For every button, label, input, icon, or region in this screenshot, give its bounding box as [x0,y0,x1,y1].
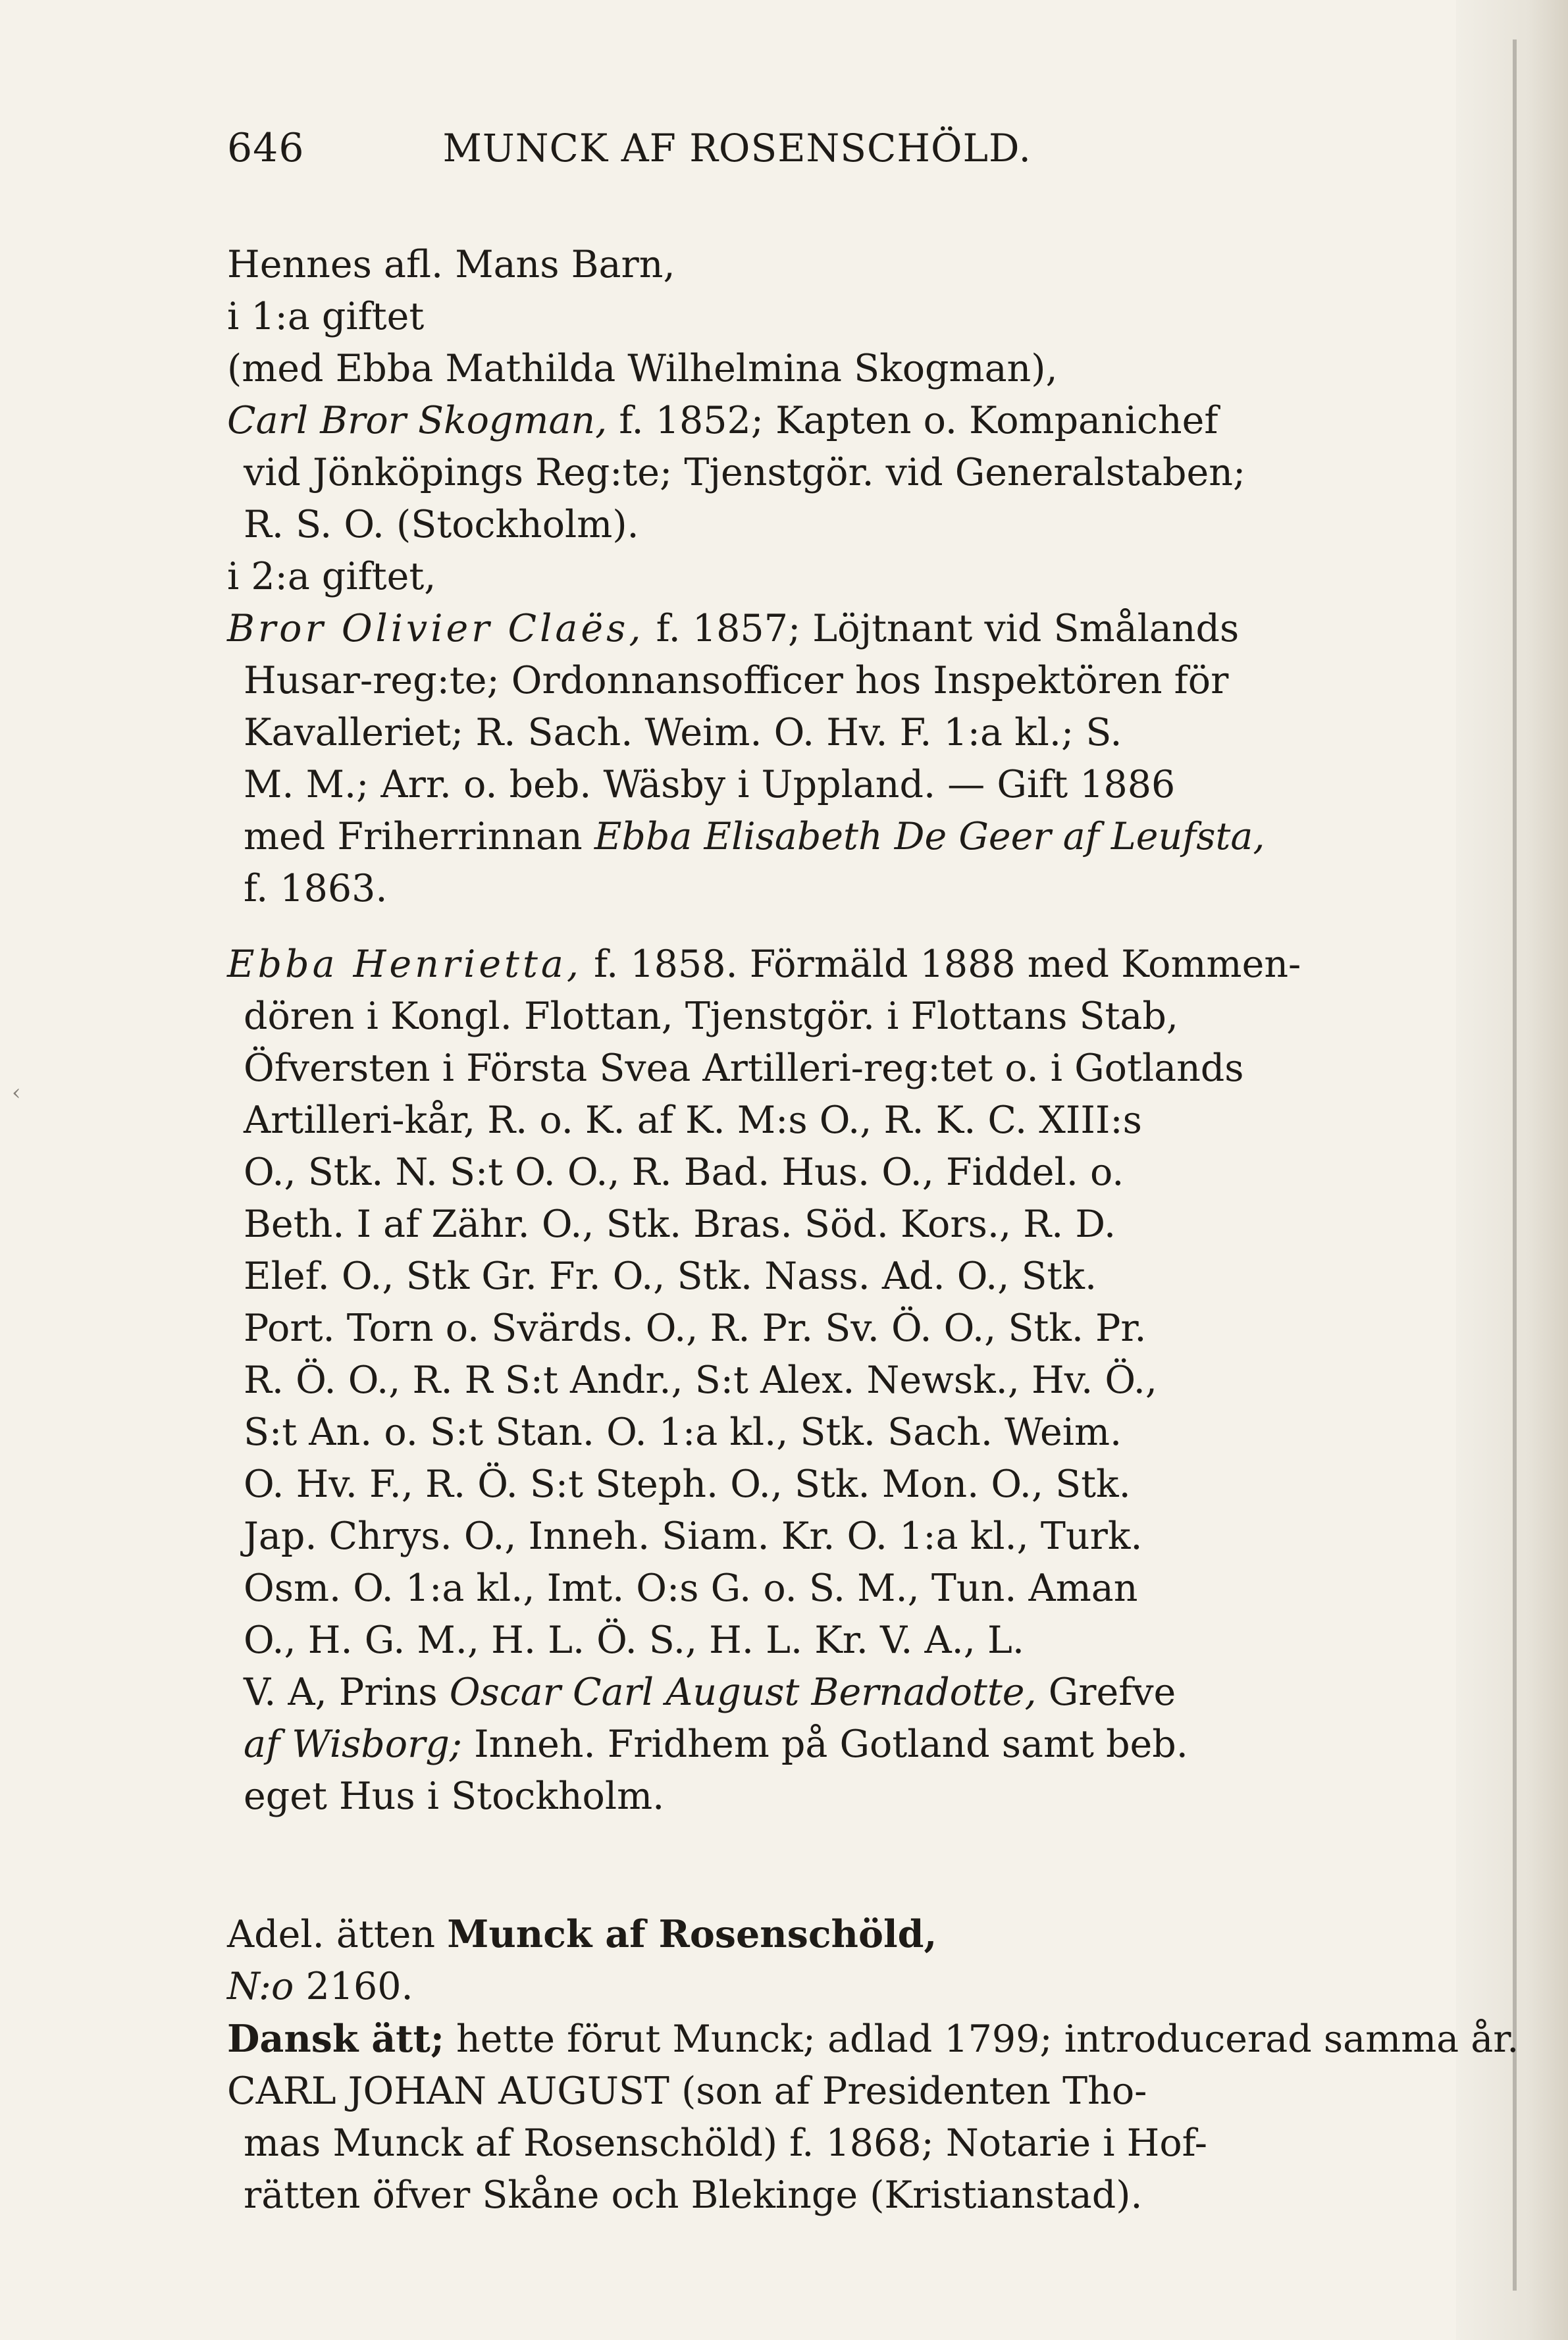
page-number: 646 [227,125,305,171]
first-marriage-spouse: (med Ebba Mathilda Wilhelmina Skogman), [227,347,1058,390]
entry-carl-line-1: Carl Bror Skogman, f. 1852; Kapten o. Kompanichef [227,399,1218,442]
page-edge [1456,0,1568,2340]
entry-carl-johan-line-1: CARL JOHAN AUGUST (son af Presidenten Tho- [227,2069,1147,2113]
page-fold-shadow [1513,39,1517,2291]
text-column [227,125,1519,2222]
entry-ebba-line-7: Elef. O., Stk Gr. Fr. O., Stk. Nass. Ad. O., Stk. [244,1255,1097,1298]
entry-carl [227,395,1343,551]
entry-ebba-line-14: O., H. G. M., H. L. Ö. S., H. L. Kr. V. A., L. [244,1619,1024,1662]
entry-carl-line-2: vid Jönköpings Reg:te; Tjenstgör. vid Generalstaben; [244,451,1246,494]
person-name: Bror Olivier Claës, [227,607,644,650]
entry-bror-line-1: Bror Olivier Claës, f. 1857; Löjtnant vid Smålands [227,607,1240,650]
running-title: MUNCK AF ROSENSCHÖLD. [442,126,1032,170]
entry-ebba-line-12: Jap. Chrys. O., Inneh. Siam. Kr. O. 1:a kl., Turk. [244,1515,1143,1558]
entry-ebba-line-1: Ebba Henrietta, f. 1858. Förmäld 1888 med Kommen- [227,943,1301,986]
entry-bror-line-6: f. 1863. [244,867,388,910]
family-number: N:o 2160. [227,1965,413,2008]
entry-ebba-line-3: Öfversten i Första Svea Artilleri-reg:tet o. i Gotlands [244,1047,1244,1090]
spacer [227,1823,1343,1908]
second-marriage-label: i 2:a giftet, [227,555,436,598]
family-title: Adel. ätten Munck af Rosenschöld, [227,1912,937,1956]
entry-ebba-line-6: Beth. I af Zähr. O., Stk. Bras. Söd. Kors., R. D. [244,1203,1116,1246]
entry-bror-line-5: med Friherrinnan Ebba Elisabeth De Geer af Leufsta, [244,815,1265,858]
page-header [227,125,1343,171]
entry-ebba-line-11: O. Hv. F., R. Ö. S:t Steph. O., Stk. Mon. O., Stk. [244,1463,1131,1506]
section-family-title [227,1908,1519,2066]
entry-ebba-line-8: Port. Torn o. Svärds. O., R. Pr. Sv. Ö. O., Stk. Pr. [244,1307,1147,1350]
entry-bror-line-2: Husar-reg:te; Ordonnansofficer hos Inspektören för [244,659,1229,702]
entry-ebba-line-10: S:t An. o. S:t Stan. O. 1:a kl., Stk. Sach. Weim. [244,1411,1122,1454]
entry-carl-johan-line-3: rätten öfver Skåne och Blekinge (Kristianstad). [244,2173,1143,2217]
first-marriage-label: i 1:a giftet [227,295,425,338]
entry-bror-line-4: M. M.; Arr. o. beb. Wäsby i Uppland. — Gift 1886 [244,763,1176,806]
person-name: Ebba Henrietta, [227,943,582,986]
entry-ebba-line-4: Artilleri-kår, R. o. K. af K. M:s O., R. K. C. XIII:s [244,1099,1142,1142]
entry-ebba-line-9: R. Ö. O., R. R S:t Andr., S:t Alex. Newsk., Hv. Ö., [244,1359,1158,1402]
entry-ebba-line-16: af Wisborg; Inneh. Fridhem på Gotland samt beb. [244,1723,1188,1766]
title-name: af Wisborg; [244,1723,463,1766]
margin-mark: ‹ [12,1079,21,1106]
entry-ebba-line-5: O., Stk. N. S:t O. O., R. Bad. Hus. O., Fiddel. o. [244,1151,1124,1194]
entry-carl-johan-line-2: mas Munck af Rosenschöld) f. 1868; Notarie i Hof- [244,2121,1207,2165]
person-name: Oscar Carl August Bernadotte, [449,1671,1037,1714]
entry-carl-johan-august [227,2066,1343,2222]
entry-ebba-line-13: Osm. O. 1:a kl., Imt. O:s G. o. S. M., Tun. Aman [244,1567,1138,1610]
entry-carl-line-3: R. S. O. (Stockholm). [244,503,639,546]
entry-ebba-line-2: dören i Kongl. Flottan, Tjenstgör. i Flottans Stab, [244,995,1179,1038]
family-origin-note: Dansk ätt; hette förut Munck; adlad 1799; introducerad samma år. [227,2017,1519,2061]
spacer [227,915,1343,939]
entry-ebba-line-17: eget Hus i Stockholm. [244,1775,665,1818]
entry-ebba-line-15: V. A, Prins Oscar Carl August Bernadotte, Grefve [244,1671,1176,1714]
person-name: Carl Bror Skogman, [227,399,608,442]
entry-bror [227,603,1343,915]
spouse-name: Ebba Elisabeth De Geer af Leufsta, [594,815,1265,858]
entry-bror-line-3: Kavalleriet; R. Sach. Weim. O. Hv. F. 1:a kl.; S. [244,711,1122,754]
section-heading: Hennes afl. Mans Barn, [227,243,675,286]
section-husband-children [227,239,1343,1823]
entry-ebba [227,939,1343,1823]
